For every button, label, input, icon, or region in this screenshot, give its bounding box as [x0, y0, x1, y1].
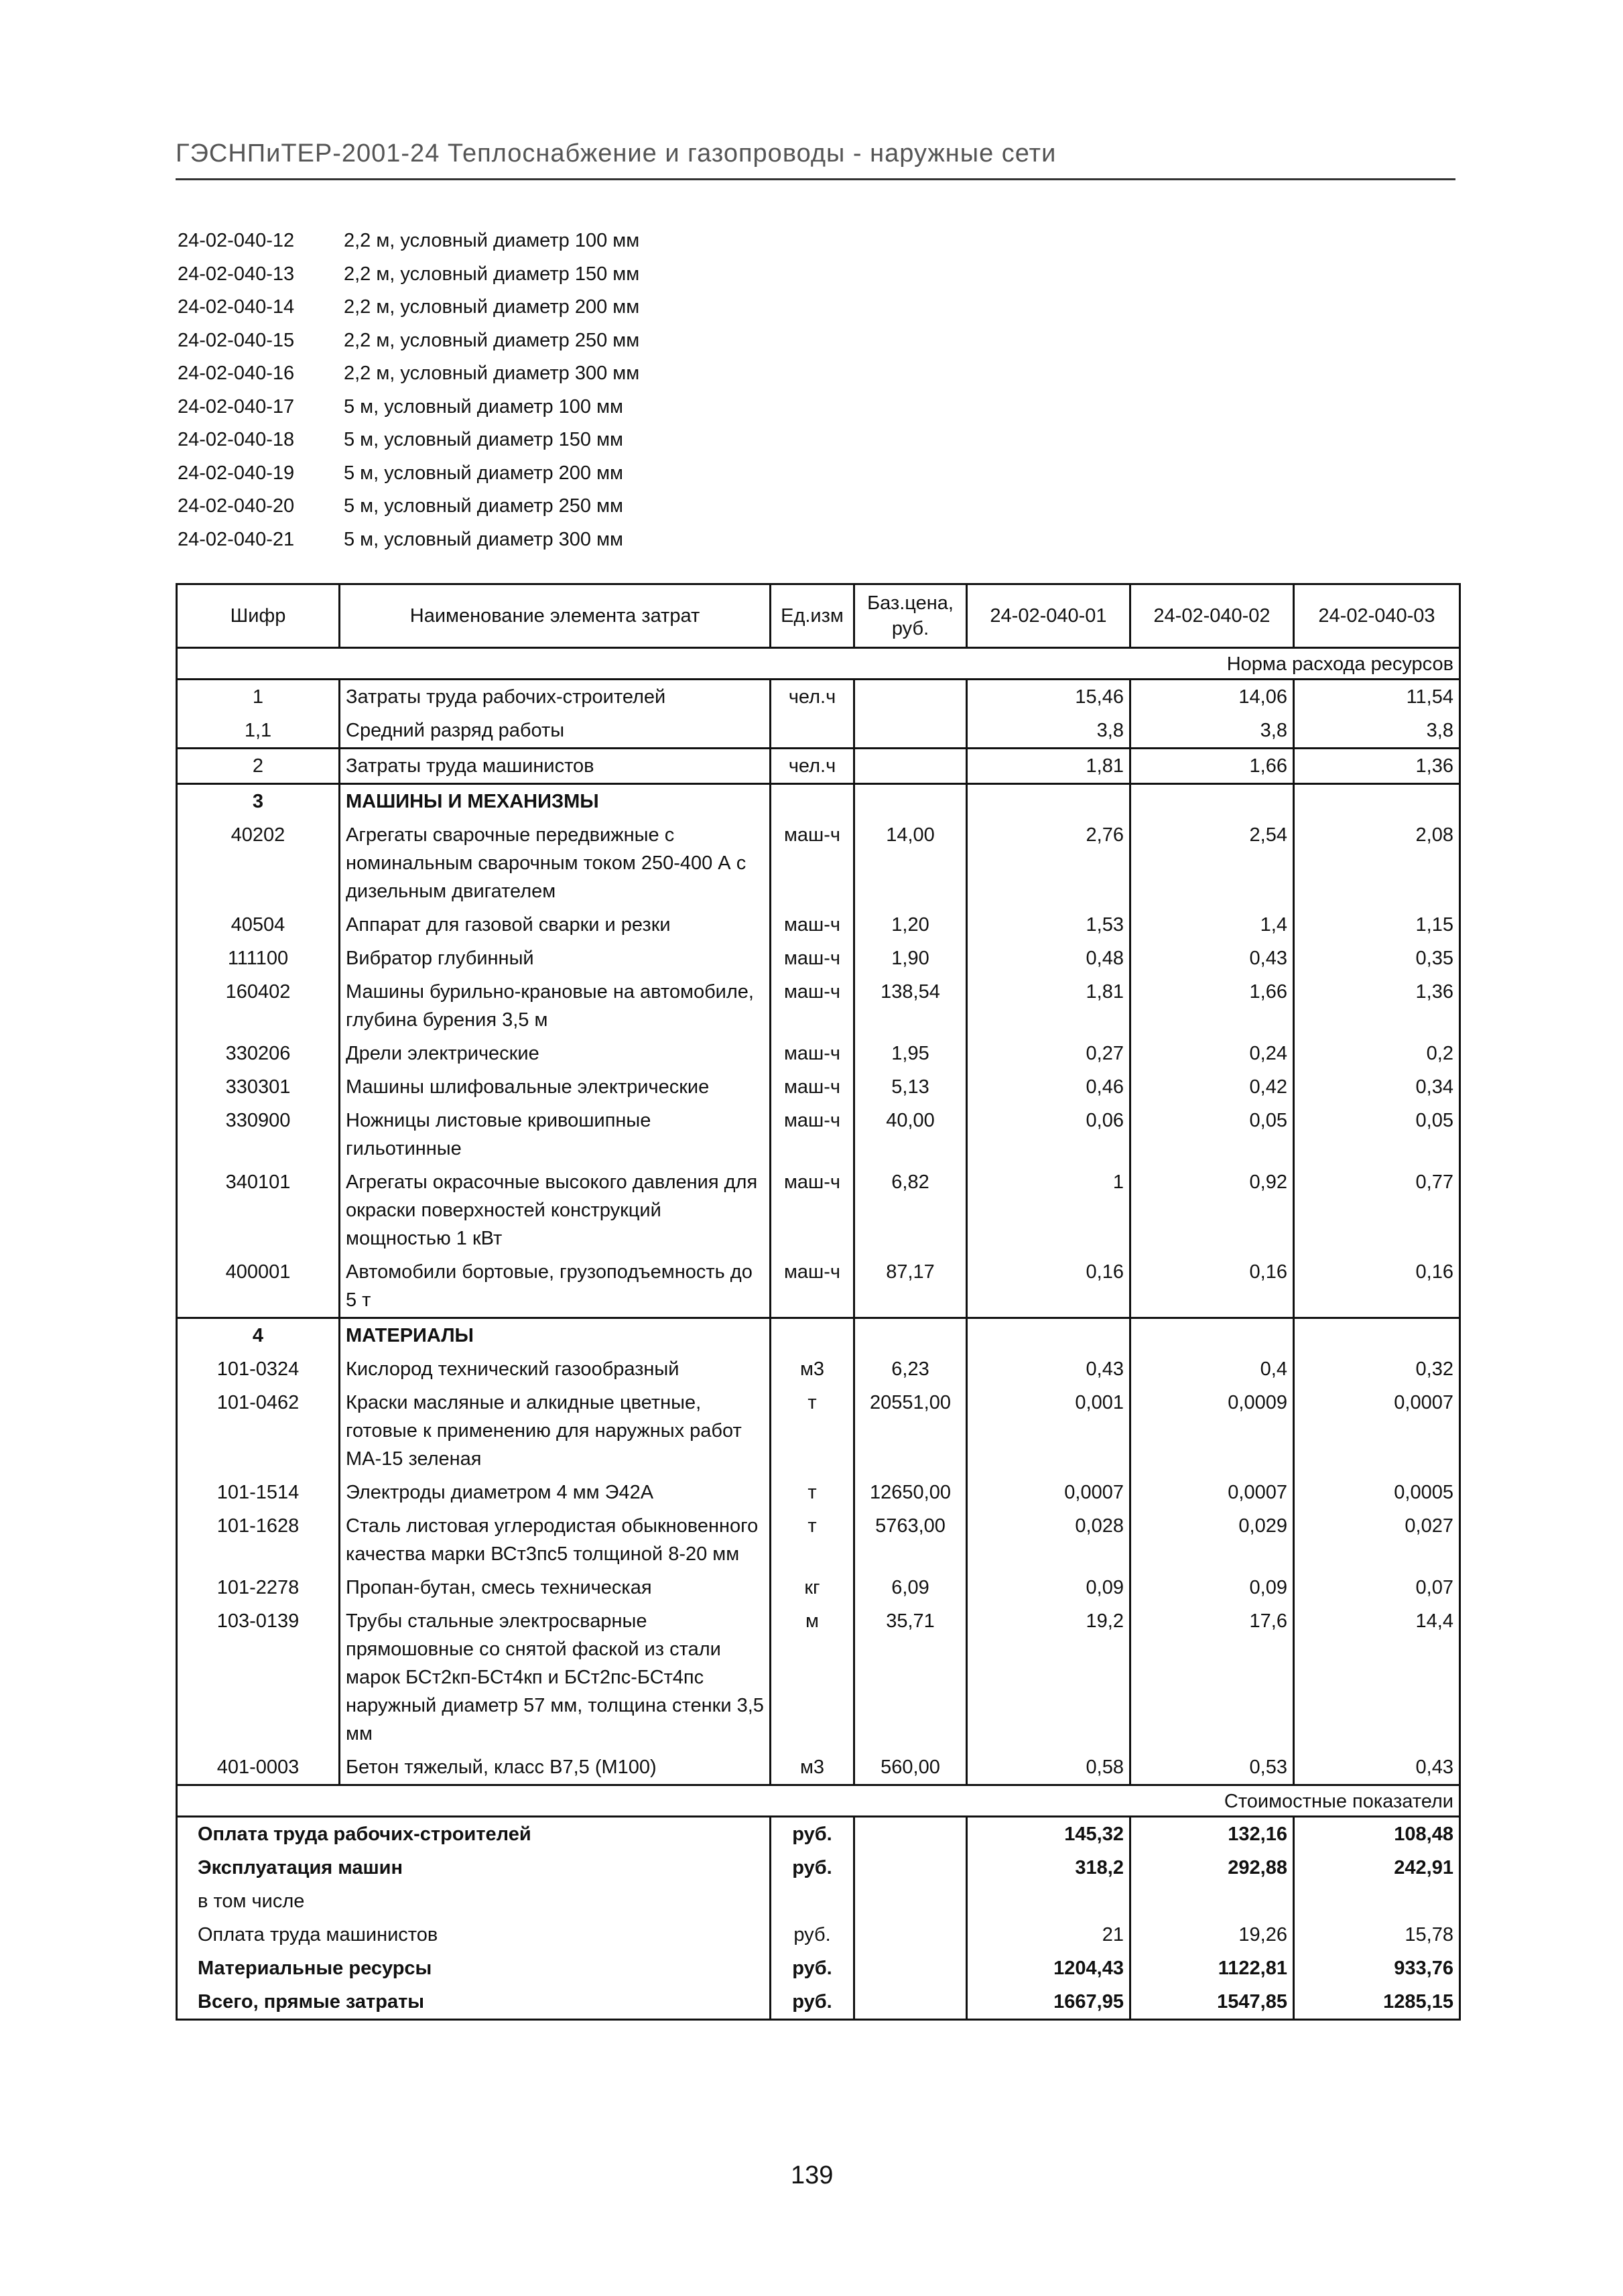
row-value-03: 0,43 — [1294, 1750, 1460, 1785]
row-unit: маш-ч — [771, 1070, 854, 1104]
cost-value-01: 21 — [967, 1918, 1130, 1952]
cost-value-03: 15,78 — [1294, 1918, 1460, 1952]
row-value-01: 1,81 — [967, 749, 1130, 784]
row-unit: т — [771, 1509, 854, 1571]
machine-row — [177, 1104, 1460, 1165]
row-value-01: 1 — [967, 1165, 1130, 1255]
row-code: 40504 — [177, 908, 340, 942]
row-value-03: 0,0005 — [1294, 1476, 1460, 1509]
row-value-03: 0,77 — [1294, 1165, 1460, 1255]
cost-row — [177, 1851, 1460, 1885]
row-value-01: 2,76 — [967, 818, 1130, 908]
row-price: 40,00 — [854, 1104, 967, 1165]
code-desc: 5 м, условный диаметр 200 мм — [344, 462, 623, 484]
row-value-03: 11,54 — [1294, 680, 1460, 714]
cost-name: Оплата труда машинистов — [177, 1918, 771, 1952]
code-desc: 5 м, условный диаметр 100 мм — [344, 395, 623, 418]
material-row — [177, 1571, 1460, 1604]
row-price: 14,00 — [854, 818, 967, 908]
code-list-item — [178, 324, 639, 358]
row-name: Средний разряд работы — [340, 714, 771, 749]
row-price: 1,20 — [854, 908, 967, 942]
cost-value-03: 1285,15 — [1294, 1985, 1460, 2020]
row-unit: маш-ч — [771, 908, 854, 942]
row-name: Агрегаты сварочные передвижные с номинальным сварочным током 250-400 А с дизельным двигателем — [340, 818, 771, 908]
row-value-01: 0,16 — [967, 1255, 1130, 1318]
row-unit: маш-ч — [771, 975, 854, 1037]
cost-value-02 — [1130, 1885, 1294, 1918]
cost-unit: руб. — [771, 1985, 854, 2020]
code-list-item — [178, 225, 639, 258]
row-name: Машины бурильно-крановые на автомобиле, глубина бурения 3,5 м — [340, 975, 771, 1037]
row-name: Ножницы листовые кривошипные гильотинные — [340, 1104, 771, 1165]
row-value-03: 2,08 — [1294, 818, 1460, 908]
row-code: 101-2278 — [177, 1571, 340, 1604]
row-name: Сталь листовая углеродистая обыкновенного качества марки ВСт3пс5 толщиной 8-20 мм — [340, 1509, 771, 1571]
code-id: 24-02-040-16 — [178, 363, 295, 385]
machine-row — [177, 1255, 1460, 1318]
row-price: 12650,00 — [854, 1476, 967, 1509]
cost-value-02: 1122,81 — [1130, 1952, 1294, 1985]
row-value-01: 1,81 — [967, 975, 1130, 1037]
code-list — [178, 225, 639, 556]
labor-row — [177, 749, 1460, 784]
row-code: 103-0139 — [177, 1604, 340, 1750]
machine-row — [177, 942, 1460, 975]
row-code: 330900 — [177, 1104, 340, 1165]
row-name: Вибратор глубинный — [340, 942, 771, 975]
row-value-02: 0,24 — [1130, 1037, 1294, 1070]
row-value-02: 0,0007 — [1130, 1476, 1294, 1509]
section-empty — [1294, 1318, 1460, 1353]
labor-row — [177, 714, 1460, 749]
row-value-02: 0,029 — [1130, 1509, 1294, 1571]
row-value-02: 14,06 — [1130, 680, 1294, 714]
row-name: Бетон тяжелый, класс В7,5 (М100) — [340, 1750, 771, 1785]
section-empty — [854, 1318, 967, 1353]
row-name: Дрели электрические — [340, 1037, 771, 1070]
code-id: 24-02-040-17 — [178, 395, 295, 418]
row-unit: маш-ч — [771, 1255, 854, 1318]
section-name: МАТЕРИАЛЫ — [340, 1318, 771, 1353]
cost-value-01: 1204,43 — [967, 1952, 1130, 1985]
code-id: 24-02-040-21 — [178, 528, 295, 550]
cost-value-03 — [1294, 1885, 1460, 1918]
material-row — [177, 1352, 1460, 1386]
row-value-03: 0,07 — [1294, 1571, 1460, 1604]
row-value-03: 0,027 — [1294, 1509, 1460, 1571]
row-value-03: 1,15 — [1294, 908, 1460, 942]
row-unit — [771, 714, 854, 749]
row-value-01: 0,001 — [967, 1386, 1130, 1476]
code-list-item — [178, 258, 639, 292]
section-code: 3 — [177, 784, 340, 819]
cost-unit: руб. — [771, 1952, 854, 1985]
section-empty — [1130, 784, 1294, 819]
code-id: 24-02-040-20 — [178, 495, 295, 517]
row-value-03: 1,36 — [1294, 975, 1460, 1037]
cost-price — [854, 1885, 967, 1918]
header-col-02: 24-02-040-02 — [1130, 584, 1294, 648]
machine-row — [177, 818, 1460, 908]
row-code: 400001 — [177, 1255, 340, 1318]
row-value-03: 0,34 — [1294, 1070, 1460, 1104]
cost-value-02: 1547,85 — [1130, 1985, 1294, 2020]
row-value-01: 3,8 — [967, 714, 1130, 749]
row-price: 35,71 — [854, 1604, 967, 1750]
row-price: 1,95 — [854, 1037, 967, 1070]
norm-header-row-label: Норма расхода ресурсов — [177, 648, 1460, 680]
row-unit: маш-ч — [771, 1165, 854, 1255]
code-id: 24-02-040-12 — [178, 230, 295, 252]
row-value-02: 1,66 — [1130, 975, 1294, 1037]
cost-name: Всего, прямые затраты — [177, 1985, 771, 2020]
section-empty — [967, 1318, 1130, 1353]
row-unit: чел.ч — [771, 749, 854, 784]
section-empty — [1130, 1318, 1294, 1353]
row-unit: маш-ч — [771, 1104, 854, 1165]
row-value-01: 0,028 — [967, 1509, 1130, 1571]
row-value-02: 1,66 — [1130, 749, 1294, 784]
code-id: 24-02-040-18 — [178, 429, 295, 451]
row-name: Электроды диаметром 4 мм Э42А — [340, 1476, 771, 1509]
code-list-item — [178, 291, 639, 324]
row-name: Трубы стальные электросварные прямошовные со снятой фаской из стали марок БСт2кп-БСт4кп и БСт2пс-БСт4пс наружный диаметр 57 мм, толщина стенки 3,5 мм — [340, 1604, 771, 1750]
header-code: Шифр — [177, 584, 340, 648]
cost-value-02: 132,16 — [1130, 1817, 1294, 1852]
cost-name: Оплата труда рабочих-строителей — [177, 1817, 771, 1852]
row-value-02: 17,6 — [1130, 1604, 1294, 1750]
row-value-02: 1,4 — [1130, 908, 1294, 942]
row-price: 560,00 — [854, 1750, 967, 1785]
row-code: 101-1628 — [177, 1509, 340, 1571]
machines-section-row — [177, 784, 1460, 819]
cost-price — [854, 1851, 967, 1885]
row-name: Аппарат для газовой сварки и резки — [340, 908, 771, 942]
row-price: 87,17 — [854, 1255, 967, 1318]
machine-row — [177, 1037, 1460, 1070]
machine-row — [177, 1070, 1460, 1104]
section-empty — [771, 784, 854, 819]
cost-value-02: 292,88 — [1130, 1851, 1294, 1885]
header-col-03: 24-02-040-03 — [1294, 584, 1460, 648]
cost-unit — [771, 1885, 854, 1918]
row-value-02: 0,09 — [1130, 1571, 1294, 1604]
row-code: 401-0003 — [177, 1750, 340, 1785]
cost-value-01: 318,2 — [967, 1851, 1130, 1885]
row-value-02: 2,54 — [1130, 818, 1294, 908]
row-value-01: 0,48 — [967, 942, 1130, 975]
row-unit: м — [771, 1604, 854, 1750]
cost-row — [177, 1918, 1460, 1952]
row-value-02: 3,8 — [1130, 714, 1294, 749]
header-unit: Ед.изм — [771, 584, 854, 648]
header-price: Баз.цена, руб. — [854, 584, 967, 648]
row-price: 138,54 — [854, 975, 967, 1037]
row-code: 101-0462 — [177, 1386, 340, 1476]
row-value-03: 1,36 — [1294, 749, 1460, 784]
row-price: 6,23 — [854, 1352, 967, 1386]
page-number: 139 — [791, 2161, 834, 2189]
cost-value-01: 145,32 — [967, 1817, 1130, 1852]
row-value-03: 0,05 — [1294, 1104, 1460, 1165]
code-list-item — [178, 523, 639, 557]
row-value-02: 0,4 — [1130, 1352, 1294, 1386]
row-price: 5,13 — [854, 1070, 967, 1104]
row-code: 101-0324 — [177, 1352, 340, 1386]
row-value-01: 19,2 — [967, 1604, 1130, 1750]
code-id: 24-02-040-19 — [178, 462, 295, 484]
row-code: 330206 — [177, 1037, 340, 1070]
row-unit: маш-ч — [771, 942, 854, 975]
row-price: 6,82 — [854, 1165, 967, 1255]
cost-header-row — [177, 1785, 1460, 1817]
cost-price — [854, 1817, 967, 1852]
row-code: 1,1 — [177, 714, 340, 749]
row-unit: т — [771, 1386, 854, 1476]
row-value-03: 0,32 — [1294, 1352, 1460, 1386]
row-name: Краски масляные и алкидные цветные, готовые к применению для наружных работ МА-15 зеленая — [340, 1386, 771, 1476]
materials-section-row — [177, 1318, 1460, 1353]
row-price — [854, 680, 967, 714]
row-value-01: 0,58 — [967, 1750, 1130, 1785]
row-value-01: 0,06 — [967, 1104, 1130, 1165]
row-unit: чел.ч — [771, 680, 854, 714]
row-price: 1,90 — [854, 942, 967, 975]
cost-unit: руб. — [771, 1851, 854, 1885]
section-empty — [967, 784, 1130, 819]
machine-row — [177, 908, 1460, 942]
header-col-01: 24-02-040-01 — [967, 584, 1130, 648]
cost-value-03: 108,48 — [1294, 1817, 1460, 1852]
header-name: Наименование элемента затрат — [340, 584, 771, 648]
row-unit: маш-ч — [771, 818, 854, 908]
row-name: Кислород технический газообразный — [340, 1352, 771, 1386]
row-name: Затраты труда рабочих-строителей — [340, 680, 771, 714]
row-code: 40202 — [177, 818, 340, 908]
machine-row — [177, 975, 1460, 1037]
cost-value-03: 933,76 — [1294, 1952, 1460, 1985]
row-name: Машины шлифовальные электрические — [340, 1070, 771, 1104]
cost-value-03: 242,91 — [1294, 1851, 1460, 1885]
row-price — [854, 714, 967, 749]
cost-value-01 — [967, 1885, 1130, 1918]
code-desc: 5 м, условный диаметр 150 мм — [344, 429, 623, 451]
row-unit: м3 — [771, 1352, 854, 1386]
code-desc: 2,2 м, условный диаметр 250 мм — [344, 329, 640, 351]
row-unit: кг — [771, 1571, 854, 1604]
norm-header-row — [177, 648, 1460, 680]
code-list-item — [178, 490, 639, 523]
cost-header-row-label: Стоимостные показатели — [177, 1785, 1460, 1817]
row-value-01: 0,43 — [967, 1352, 1130, 1386]
row-value-03: 3,8 — [1294, 714, 1460, 749]
row-code: 1 — [177, 680, 340, 714]
row-value-03: 0,2 — [1294, 1037, 1460, 1070]
cost-value-02: 19,26 — [1130, 1918, 1294, 1952]
cost-price — [854, 1985, 967, 2020]
code-list-item — [178, 391, 639, 424]
code-desc: 2,2 м, условный диаметр 100 мм — [344, 230, 640, 252]
row-price: 6,09 — [854, 1571, 967, 1604]
row-value-01: 0,0007 — [967, 1476, 1130, 1509]
material-row — [177, 1386, 1460, 1476]
row-code: 330301 — [177, 1070, 340, 1104]
code-id: 24-02-040-14 — [178, 296, 295, 318]
code-desc: 5 м, условный диаметр 250 мм — [344, 495, 623, 517]
row-value-01: 0,46 — [967, 1070, 1130, 1104]
cost-table — [176, 583, 1461, 2021]
cost-row — [177, 1817, 1460, 1852]
section-empty — [854, 784, 967, 819]
row-value-03: 0,0007 — [1294, 1386, 1460, 1476]
row-unit: м3 — [771, 1750, 854, 1785]
row-price: 5763,00 — [854, 1509, 967, 1571]
code-desc: 5 м, условный диаметр 300 мм — [344, 528, 623, 550]
cost-unit: руб. — [771, 1918, 854, 1952]
material-row — [177, 1604, 1460, 1750]
row-value-03: 14,4 — [1294, 1604, 1460, 1750]
row-unit: т — [771, 1476, 854, 1509]
cost-price — [854, 1952, 967, 1985]
row-value-02: 0,92 — [1130, 1165, 1294, 1255]
code-list-item — [178, 357, 639, 391]
row-name: Затраты труда машинистов — [340, 749, 771, 784]
row-value-01: 0,27 — [967, 1037, 1130, 1070]
row-name: Автомобили бортовые, грузоподъемность до 5 т — [340, 1255, 771, 1318]
row-value-02: 0,43 — [1130, 942, 1294, 975]
row-code: 340101 — [177, 1165, 340, 1255]
cost-row — [177, 1952, 1460, 1985]
row-value-01: 15,46 — [967, 680, 1130, 714]
machine-row — [177, 1165, 1460, 1255]
code-desc: 2,2 м, условный диаметр 200 мм — [344, 296, 640, 318]
section-name: МАШИНЫ И МЕХАНИЗМЫ — [340, 784, 771, 819]
header-title: ГЭСНПиТЕР-2001-24 Теплоснабжение и газопроводы - наружные сети — [176, 139, 1057, 168]
row-value-02: 0,0009 — [1130, 1386, 1294, 1476]
section-code: 4 — [177, 1318, 340, 1353]
code-id: 24-02-040-15 — [178, 329, 295, 351]
row-value-02: 0,53 — [1130, 1750, 1294, 1785]
code-desc: 2,2 м, условный диаметр 300 мм — [344, 363, 640, 385]
table-header-row — [177, 584, 1460, 648]
row-code: 2 — [177, 749, 340, 784]
material-row — [177, 1476, 1460, 1509]
material-row — [177, 1750, 1460, 1785]
row-value-01: 1,53 — [967, 908, 1130, 942]
section-empty — [1294, 784, 1460, 819]
cost-name: Эксплуатация машин — [177, 1851, 771, 1885]
cost-name: Материальные ресурсы — [177, 1952, 771, 1985]
cost-row — [177, 1985, 1460, 2020]
code-id: 24-02-040-13 — [178, 263, 295, 285]
row-value-02: 0,16 — [1130, 1255, 1294, 1318]
row-price — [854, 749, 967, 784]
row-unit: маш-ч — [771, 1037, 854, 1070]
cost-value-01: 1667,95 — [967, 1985, 1130, 2020]
code-list-item — [178, 457, 639, 491]
row-code: 111100 — [177, 942, 340, 975]
labor-row — [177, 680, 1460, 714]
row-value-02: 0,05 — [1130, 1104, 1294, 1165]
row-name: Агрегаты окрасочные высокого давления для окраски поверхностей конструкций мощностью 1 кВт — [340, 1165, 771, 1255]
row-price: 20551,00 — [854, 1386, 967, 1476]
row-code: 160402 — [177, 975, 340, 1037]
row-value-02: 0,42 — [1130, 1070, 1294, 1104]
material-row — [177, 1509, 1460, 1571]
row-name: Пропан-бутан, смесь техническая — [340, 1571, 771, 1604]
page-header — [176, 139, 1455, 180]
code-list-item — [178, 424, 639, 457]
row-value-03: 0,16 — [1294, 1255, 1460, 1318]
cost-name: в том числе — [177, 1885, 771, 1918]
row-code: 101-1514 — [177, 1476, 340, 1509]
cost-price — [854, 1918, 967, 1952]
code-desc: 2,2 м, условный диаметр 150 мм — [344, 263, 640, 285]
cost-unit: руб. — [771, 1817, 854, 1852]
cost-row — [177, 1885, 1460, 1918]
row-value-01: 0,09 — [967, 1571, 1130, 1604]
row-value-03: 0,35 — [1294, 942, 1460, 975]
section-empty — [771, 1318, 854, 1353]
